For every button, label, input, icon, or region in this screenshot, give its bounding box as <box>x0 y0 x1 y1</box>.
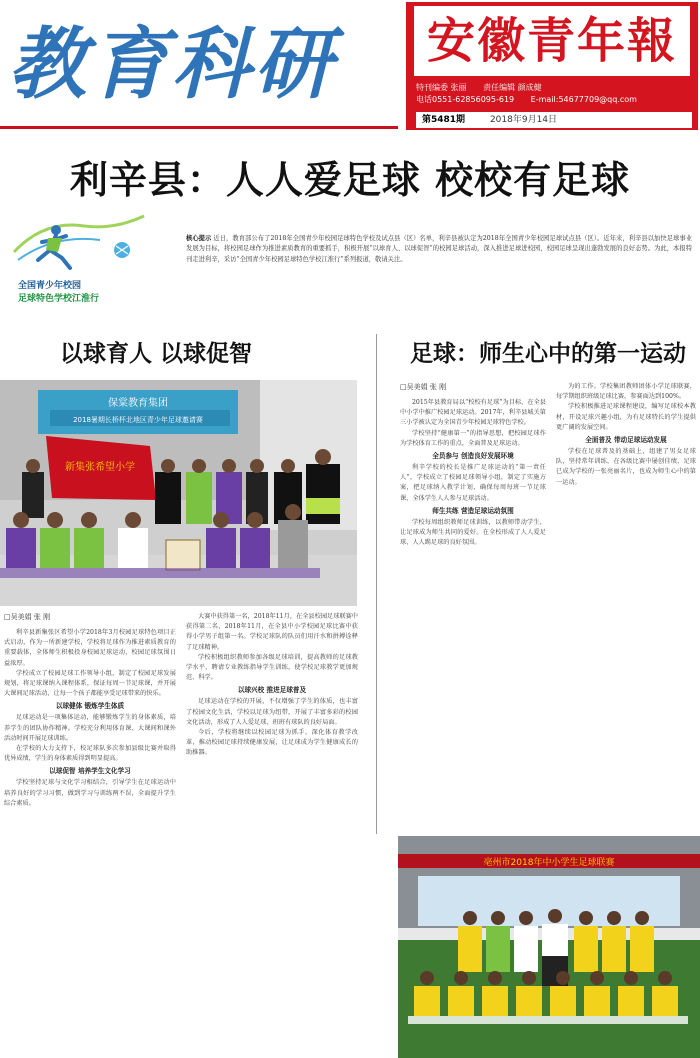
right-article-column-2 <box>556 382 696 830</box>
campaign-logo <box>4 212 154 310</box>
article-paragraph: 学校坚持“健康第一”的指导思想，把校园足球作为学校体育工作的重点，全面普及足球运动。 <box>400 429 546 447</box>
right-article-column-1 <box>400 398 546 830</box>
campaign-logo-line2: 足球特色学校江淮行 <box>18 294 100 304</box>
brand-underline <box>0 126 398 129</box>
team-photo-1 <box>0 380 357 606</box>
photo1-banner-event: 2018暑期长桥杯北地区青少年足球邀请赛 <box>73 416 203 424</box>
article-subheading: 以球健体 锻炼学生体质 <box>55 702 125 711</box>
issue-number: 第5481期 <box>422 115 466 125</box>
section-brand-title: 教育科研 <box>8 19 337 110</box>
article-subheading: 全面普及 带动足球运动发展 <box>585 436 667 445</box>
article-subheading: 全员参与 创造良好发展环境 <box>432 452 514 461</box>
article-paragraph: 学校在足球普及的基础上，组建了男女足球队，坚持常年训练，在各级比赛中屡创佳绩，足球已成为学校的一张亮丽名片，也成为师生心中的第一运动。 <box>556 448 696 486</box>
campaign-logo-line1: 全国青少年校园 <box>18 281 82 291</box>
lead-label: 核心提示 <box>186 235 212 242</box>
lead-paragraph <box>186 234 692 304</box>
article-paragraph: 利辛学校的校长是推广足球运动的“第一责任人”，学校成立了校园足球领导小组，制定了实施方案，把足球纳入教学计划，确保每周每班一节足球课，全体学生人人参与足球活动。 <box>400 464 546 502</box>
article-paragraph: 2015年县教育局以“校校有足球”为目标，在全县中小学中推广校园足球运动。2017年，利辛县城关第三小学被认定为全国青少年校园足球特色学校。 <box>400 399 546 427</box>
article-subheading: 以球促智 培养学生文化学习 <box>49 767 131 776</box>
photo1-flag-text: 新集张希望小学 <box>65 462 135 473</box>
article-paragraph: 足球运动在学校的开展，不仅增强了学生的体质，也丰富了校园文化生活，学校以足球为纽带，开展了丰富多彩的校园文化活动，形成了人人爱足球、班班有球队的良好局面。 <box>186 698 358 726</box>
newspaper-name: 安徽青年報 <box>414 6 690 76</box>
article-paragraph: 学校积极推进足球课程建设，编写足球校本教材，开设足球兴趣小组，为有足球特长的学生提供更广阔的发展空间。 <box>556 403 696 431</box>
column-divider <box>376 334 377 834</box>
special-editor: 特刊编委 张丽 <box>416 83 467 92</box>
lead-text: 近日，教育部公布了2018年全国青少年校园足球特色学校及试点县（区）名单，利辛县被认定为2018年全国青少年校园足球试点县（区）。近年来，利辛县以加快足球事业发展为目标，将校园足球作为推进素质教育的重要抓手，积极开展“以球育人、以球促智”的校园足球活动，深入推进足球进校园，校园足球呈现出蓬勃发展的良好态势。为此，本报特刊走进利辛，采访“全国青少年校园足球特色学校江淮行”系列报道，敬请关注。 <box>186 235 692 263</box>
left-article-column-1 <box>4 628 176 1054</box>
soccer-player-icon <box>4 212 154 276</box>
article-subheading: 师生共练 营造足球运动氛围 <box>432 506 514 515</box>
article-paragraph: 学校积极组织教师参加各级足球培训，提高教师的足球教学水平，聘请专业教练指导学生训练，使学校足球教学更加规范、科学。 <box>186 653 358 682</box>
article-paragraph: 学校成立了校园足球工作领导小组，制定了校园足球发展规划，将足球课纳入课程体系，保证每周一节足球课，并开展大课间足球活动，让每一个孩子都能享受足球带来的快乐。 <box>4 669 176 698</box>
article-paragraph: 为的工作。学校集团教师团体小学足球联赛，每学期组织班级足球比赛，参赛面达到100%。 <box>556 383 696 401</box>
main-headline: 利辛县：人人爱足球 校校有足球 <box>69 157 631 202</box>
team-photo-2 <box>398 836 700 1058</box>
phone: 电话0551-62856095-619 <box>416 95 515 104</box>
article-paragraph: 学校每周组织教师足球训练，以教师带动学生，让足球成为师生共同的爱好。在全校形成了人人爱足球、人人踢足球的良好氛围。 <box>400 518 546 547</box>
photo2-banner: 亳州市2018年中小学生足球联赛 <box>483 858 615 868</box>
right-article-byline: □吴美娟 张 刚 <box>400 383 447 391</box>
article-paragraph: 大赛中获得第一名，2018年11月，在全县校园足球联赛中获得第二名，2018年11月，在全县中小学校园足球比赛中获得小学男子组第一名。学校足球队的队员们用汗水和拼搏诠释了足球精神。 <box>186 613 358 651</box>
article-subheading: 以球兴校 推进足球普及 <box>237 686 307 695</box>
photo1-banner-org: 保棠教育集团 <box>108 398 168 409</box>
left-article-title: 以球育人 以球促智 <box>60 340 253 367</box>
left-article-column-2 <box>186 612 358 1054</box>
article-paragraph: 足球运动是一项集体运动，能够锻炼学生的身体素质，培养学生的团队协作精神。学校充分利用体育课、大课间和课外活动时间开展足球训练。 <box>4 714 176 742</box>
masthead <box>0 0 700 140</box>
issue-date: 2018年9月14日 <box>489 115 558 125</box>
article-paragraph: 学校坚持足球与文化学习相结合，引导学生在足球运动中培养良好的学习习惯，做到学习与训练两不误，全面提升学生综合素质。 <box>4 779 176 807</box>
editor-info <box>416 82 688 106</box>
left-article-byline: □吴美娟 张 刚 <box>4 613 51 621</box>
issue-line <box>416 112 692 128</box>
article-paragraph: 在学校的大力支持下，校足球队多次参加县级比赛并取得优异成绩，学生的身体素质得到明显提高。 <box>4 745 176 763</box>
responsible-editor: 责任编辑 颜成健 <box>483 83 542 92</box>
article-paragraph: 利辛县新集张区希望小学2018年3月校园足球特色项目正式启动，作为一所新建学校，学校将足球作为推进素质教育的重要载体，全体师生积极投身校园足球运动，校园足球氛围日益浓厚。 <box>4 629 176 667</box>
email: E-mail:54677709@qq.com <box>530 95 637 104</box>
newspaper-nameplate <box>406 2 698 130</box>
right-article-title: 足球：师生心中的第一运动 <box>410 340 686 367</box>
article-paragraph: 今后，学校将继续以校园足球为抓手，深化体育教学改革，推动校园足球持续健康发展，让足球成为学生健康成长的助推器。 <box>186 729 358 757</box>
